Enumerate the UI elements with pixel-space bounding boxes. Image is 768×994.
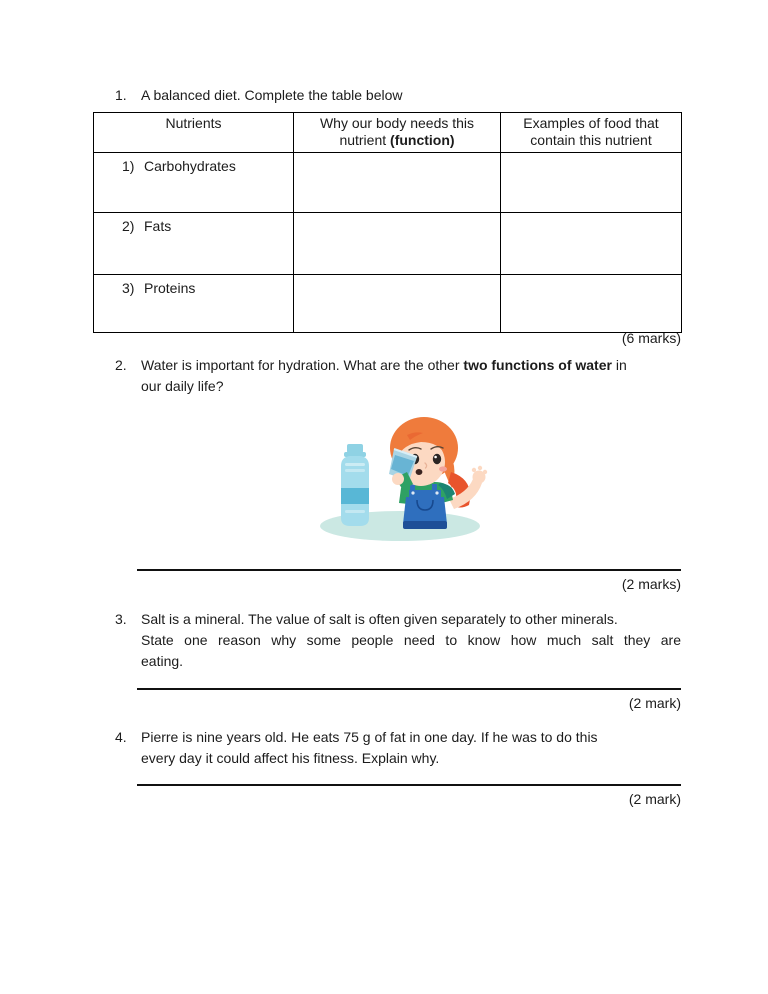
question-3-text-line1: Salt is a mineral. The value of salt is often given separately to other minerals. [141,611,618,627]
question-4-text-line1: Pierre is nine years old. He eats 75 g of fat in one day. If he was to do this [141,729,598,745]
answer-line-q4 [137,784,681,786]
question-1-number: 1. [115,87,127,103]
question-4-text-line2: every day it could affect his fitness. Explain why. [141,750,440,766]
row-fats-examples-cell [501,213,682,275]
row-number: 2) [122,218,135,234]
row-proteins-function-cell [294,275,501,333]
question-4-marks: (2 mark) [628,791,681,807]
row-fats-label [94,213,294,275]
question-1 [115,85,403,106]
table-header-nutrients [94,113,294,153]
question-2-text-pre: Water is important for hydration. What are the other [141,357,464,373]
row-number: 3) [122,280,135,296]
answer-line-q2 [137,569,681,571]
question-4 [115,727,598,769]
question-4-number: 4. [115,729,127,745]
question-3-text-line3: eating. [141,653,184,669]
header-nutrients-label: Nutrients [165,115,222,131]
header-examples-line2: contain this nutrient [530,132,652,148]
row-proteins-label [94,275,294,333]
question-2-text-bold: two functions of water [463,357,612,373]
row-label: Fats [144,218,172,234]
table-header-function [294,113,501,153]
row-carbohydrates-function-cell [294,153,501,213]
question-2-marks: (2 marks) [621,576,681,592]
question-1-text: A balanced diet. Complete the table below [141,87,403,103]
question-2-text-post: in [611,357,627,373]
row-label: Proteins [144,280,196,296]
question-3-text-line2: State one reason why some people need to know how much salt they are [141,632,681,648]
drinking-glass [389,449,417,490]
water-bottle [341,444,369,526]
header-function-line1: Why our body needs this [319,115,475,131]
table-row [94,275,682,333]
question-3 [115,609,681,672]
question-2 [115,355,627,397]
question-3-number: 3. [115,611,127,627]
table-row [94,153,682,213]
answer-line-q3 [137,688,681,690]
question-2-text-line1 [141,355,627,376]
question-1-marks: (6 marks) [621,330,681,346]
question-2-number: 2. [115,357,127,373]
row-carbohydrates-examples-cell [501,153,682,213]
table-row [94,213,682,275]
row-proteins-examples-cell [501,275,682,333]
header-function-bold: (function) [390,132,455,148]
row-carbohydrates-label [94,153,294,213]
header-function-line2: nutrient [339,132,391,148]
row-fats-function-cell [294,213,501,275]
table-header-examples [501,113,682,153]
question-3-marks: (2 mark) [628,695,681,711]
row-number: 1) [122,158,135,174]
overalls [403,484,447,529]
row-label: Carbohydrates [144,158,236,174]
question-2-text-line2: our daily life? [141,378,224,394]
nutrients-table [93,112,682,333]
girl-drinking-water-illustration [303,402,498,547]
header-examples-line1: Examples of food that [523,115,659,131]
